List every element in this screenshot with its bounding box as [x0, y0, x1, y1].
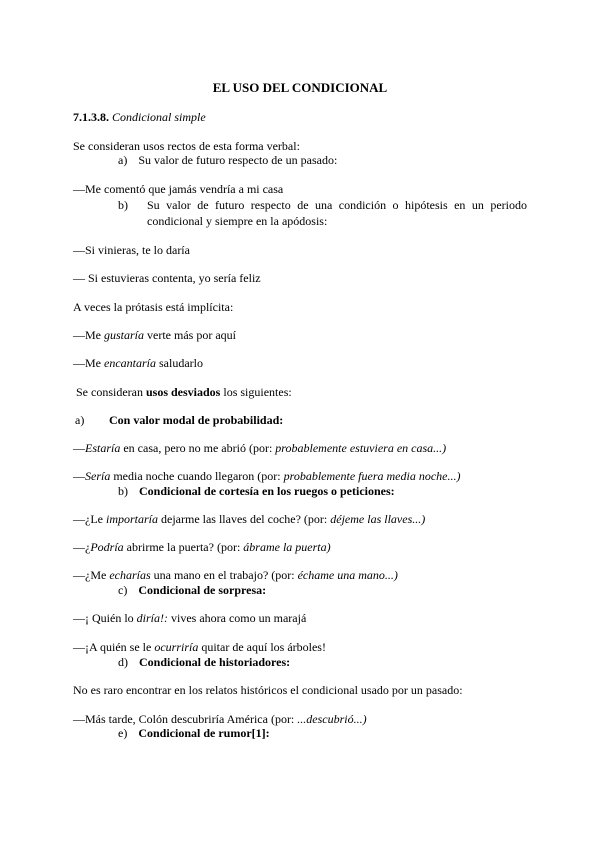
deviated-e-marker: e): [118, 726, 128, 740]
example-12: [73, 640, 326, 654]
ex6-italic: Estaría: [85, 441, 121, 455]
desviados-pre: Se consideran: [76, 385, 146, 399]
ex9-italic: Podría: [90, 540, 124, 554]
deviated-e-label: Condicional de rumor: [138, 726, 252, 740]
ex4-post: verte más por aquí: [144, 328, 236, 342]
ex9-pre: —¿: [73, 540, 91, 554]
deviated-e-colon: :: [265, 726, 270, 740]
ex10-mid: una mano en el trabajo? (por:: [150, 568, 298, 582]
ex12-italic: ocurriría: [154, 640, 199, 654]
ex10-italic-2: échame una mano...): [297, 568, 398, 582]
example-8: [73, 512, 425, 526]
item-a: [118, 153, 337, 167]
deviated-b: [118, 484, 395, 498]
example-7: [73, 469, 460, 483]
deviated-d: [118, 655, 290, 669]
ex10-italic: echarías: [109, 568, 151, 582]
deviated-c: [118, 583, 266, 597]
ex8-mid: dejarme las llaves del coche? (por:: [158, 512, 331, 526]
ex6-italic-2: probablemente estuviera en casa...): [275, 441, 447, 455]
footnote-ref-link[interactable]: [1]: [251, 726, 266, 740]
deviated-b-marker: b): [118, 484, 128, 498]
ex5-post: saludarlo: [156, 356, 203, 370]
example-13: [73, 712, 367, 726]
ex9-italic-2: ábrame la puerta): [243, 540, 331, 554]
deviated-a-marker: a): [75, 413, 85, 427]
section-heading: [73, 110, 206, 124]
ex13-italic: ...descubrió...): [297, 712, 367, 726]
example-4: [73, 328, 236, 342]
page-title: EL USO DEL CONDICIONAL: [212, 80, 388, 95]
example-10: [73, 568, 398, 582]
ex7-italic: Sería: [85, 469, 111, 483]
ex10-pre: —¿Me: [73, 568, 110, 582]
deviated-a-text: Con valor modal de probabilidad:: [109, 413, 284, 427]
ex6-pre: —: [73, 441, 85, 455]
ex8-italic: importaría: [105, 512, 158, 526]
historians-text: No es raro encontrar en los relatos históricos el condicional usado por un pasado:: [73, 683, 463, 697]
deviated-e-text: [138, 726, 269, 740]
ex5-pre: —Me: [73, 356, 104, 370]
ex12-post: quitar de aquí los árboles!: [198, 640, 326, 654]
example-6: [73, 441, 446, 455]
item-b-marker: b): [118, 198, 128, 212]
item-a-text: Su valor de futuro respecto de un pasado:: [138, 153, 338, 167]
ex4-italic: gustaría: [104, 328, 145, 342]
deviated-e: [118, 726, 270, 740]
ex13-pre: —Más tarde, Colón descubriría América (por:: [73, 712, 298, 726]
deviated-c-text: Condicional de sorpresa:: [138, 583, 267, 597]
example-11: [73, 611, 306, 625]
example-9: [73, 540, 331, 554]
ex5-italic: encantaría: [104, 356, 156, 370]
deviated-c-marker: c): [118, 583, 128, 597]
ex7-pre: —: [73, 469, 85, 483]
protasis-text: A veces la prótasis está implícita:: [73, 300, 234, 314]
ex4-pre: —Me: [73, 328, 104, 342]
desviados-post: los siguientes:: [220, 385, 292, 399]
deviated-d-text: Condicional de historiadores:: [139, 655, 291, 669]
example-1: —Me comentó que jamás vendría a mi casa: [73, 182, 284, 196]
ex6-mid: en casa, pero no me abrió (por:: [120, 441, 276, 455]
ex11-post: vives ahora como un marajá: [168, 611, 307, 625]
intro-text: Se consideran usos rectos de esta forma verbal:: [73, 139, 300, 153]
item-b-text: Su valor de futuro respecto de una condición o hipótesis en un periodo condicional y siempre en la apódosis:: [147, 198, 527, 228]
deviated-a: [75, 413, 284, 427]
ex12-pre: —¡A quién se le: [73, 640, 155, 654]
example-2: —Si vinieras, te lo daría: [73, 243, 190, 257]
ex11-italic: diría!:: [136, 611, 168, 625]
ex8-pre: —¿Le: [73, 512, 106, 526]
ex9-mid: abrirme la puerta? (por:: [123, 540, 244, 554]
deviated-b-text: Condicional de cortesía en los ruegos o peticiones:: [139, 484, 395, 498]
ex7-mid: media noche cuando llegaron (por:: [110, 469, 284, 483]
deviated-d-marker: d): [118, 655, 128, 669]
example-5: [73, 356, 203, 370]
section-number: 7.1.3.8.: [73, 110, 109, 124]
ex7-italic-2: probablemente fuera media noche...): [283, 469, 461, 483]
deviated-uses-intro: [76, 385, 292, 399]
section-name: Condicional simple: [112, 110, 206, 124]
example-3: — Si estuvieras contenta, yo sería feliz: [73, 271, 261, 285]
item-a-marker: a): [118, 153, 128, 167]
ex8-italic-2: déjeme las llaves...): [330, 512, 426, 526]
ex11-pre: —¡ Quién lo: [73, 611, 137, 625]
desviados-bold: usos desviados: [145, 385, 221, 399]
